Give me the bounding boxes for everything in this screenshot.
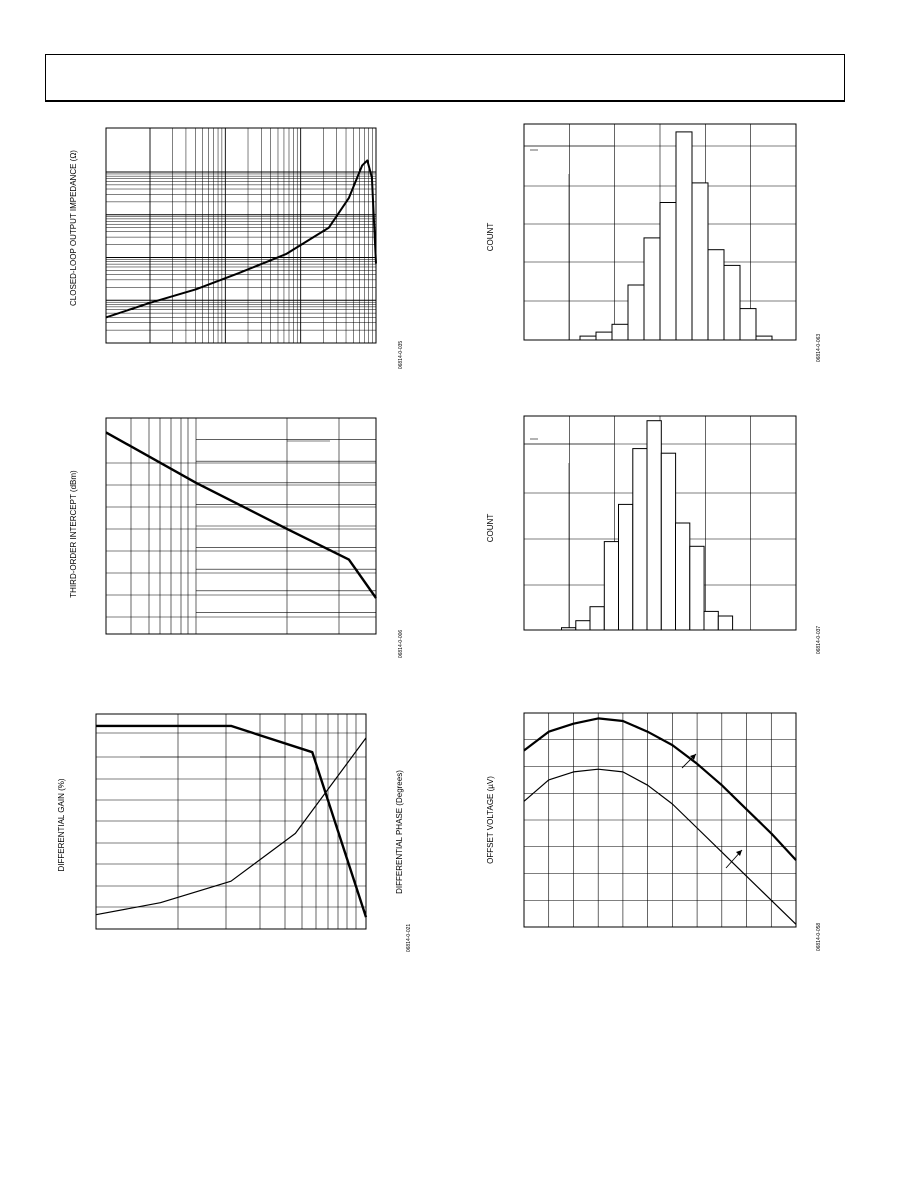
series-line-1 <box>106 160 376 317</box>
figure-id: 06814-0-058 <box>816 922 822 952</box>
histogram-bar <box>580 336 596 340</box>
plot-series <box>524 718 796 924</box>
y-axis-label: COUNT <box>486 222 495 252</box>
histogram-bar <box>604 542 618 630</box>
plot-frame <box>96 714 366 929</box>
histogram-bar <box>633 449 647 630</box>
histogram-bar <box>708 250 724 340</box>
figure-id: 06814-0-035 <box>398 340 404 370</box>
y-axis-label: COUNT <box>486 513 495 543</box>
plot-grid <box>106 128 376 343</box>
histogram-bar <box>740 309 756 340</box>
histogram-bar <box>690 546 704 630</box>
histogram-bar <box>612 324 628 340</box>
histogram-bar <box>756 336 772 340</box>
plot-grid <box>524 713 796 927</box>
histogram-bar <box>596 332 612 340</box>
plot-grid <box>96 714 366 929</box>
histogram-bar <box>660 203 676 341</box>
offset-voltage-chart <box>486 713 822 951</box>
figure-id: 06814-0-063 <box>816 333 822 363</box>
histogram-bar <box>576 621 590 630</box>
figure-id: 06814-0-037 <box>816 625 822 655</box>
plot-frame <box>106 128 376 343</box>
histogram-bar <box>562 628 576 630</box>
histogram-bar <box>619 504 633 630</box>
plot-bars <box>562 421 733 630</box>
y-axis-label: DIFFERENTIAL GAIN (%) <box>57 778 66 872</box>
figure-id: 06814-0-006 <box>398 629 404 659</box>
diff-gain-phase-chart <box>57 714 412 952</box>
histogram-bar <box>676 523 690 630</box>
plot-bars <box>580 132 772 340</box>
toi-chart <box>69 418 404 658</box>
y-axis-label: THIRD-ORDER INTERCEPT (dBm) <box>69 470 78 598</box>
histogram-bar <box>704 611 718 630</box>
histogram-bar <box>628 285 644 340</box>
histogram-chart-1 <box>486 124 822 362</box>
figure-id: 06814-0-021 <box>406 923 412 953</box>
plot-grid <box>106 418 376 634</box>
histogram-chart-2 <box>486 416 822 654</box>
histogram-bar <box>724 265 740 340</box>
histogram-bar <box>718 616 732 630</box>
series-line-1 <box>96 726 366 917</box>
y2-axis-label: DIFFERENTIAL PHASE (Degrees) <box>395 770 404 894</box>
histogram-bar <box>590 607 604 630</box>
y-axis-label: CLOSED-LOOP OUTPUT IMPEDANCE (Ω) <box>69 150 78 306</box>
y-axis-label: OFFSET VOLTAGE (µV) <box>486 776 495 864</box>
impedance-chart <box>69 128 404 369</box>
plot-series <box>106 160 376 317</box>
histogram-bar <box>644 238 660 340</box>
histogram-bar <box>676 132 692 340</box>
histogram-bar <box>647 421 661 630</box>
series-line-2 <box>96 738 366 915</box>
histogram-bar <box>661 453 675 630</box>
histogram-bar <box>692 183 708 340</box>
plot-series <box>96 726 366 917</box>
